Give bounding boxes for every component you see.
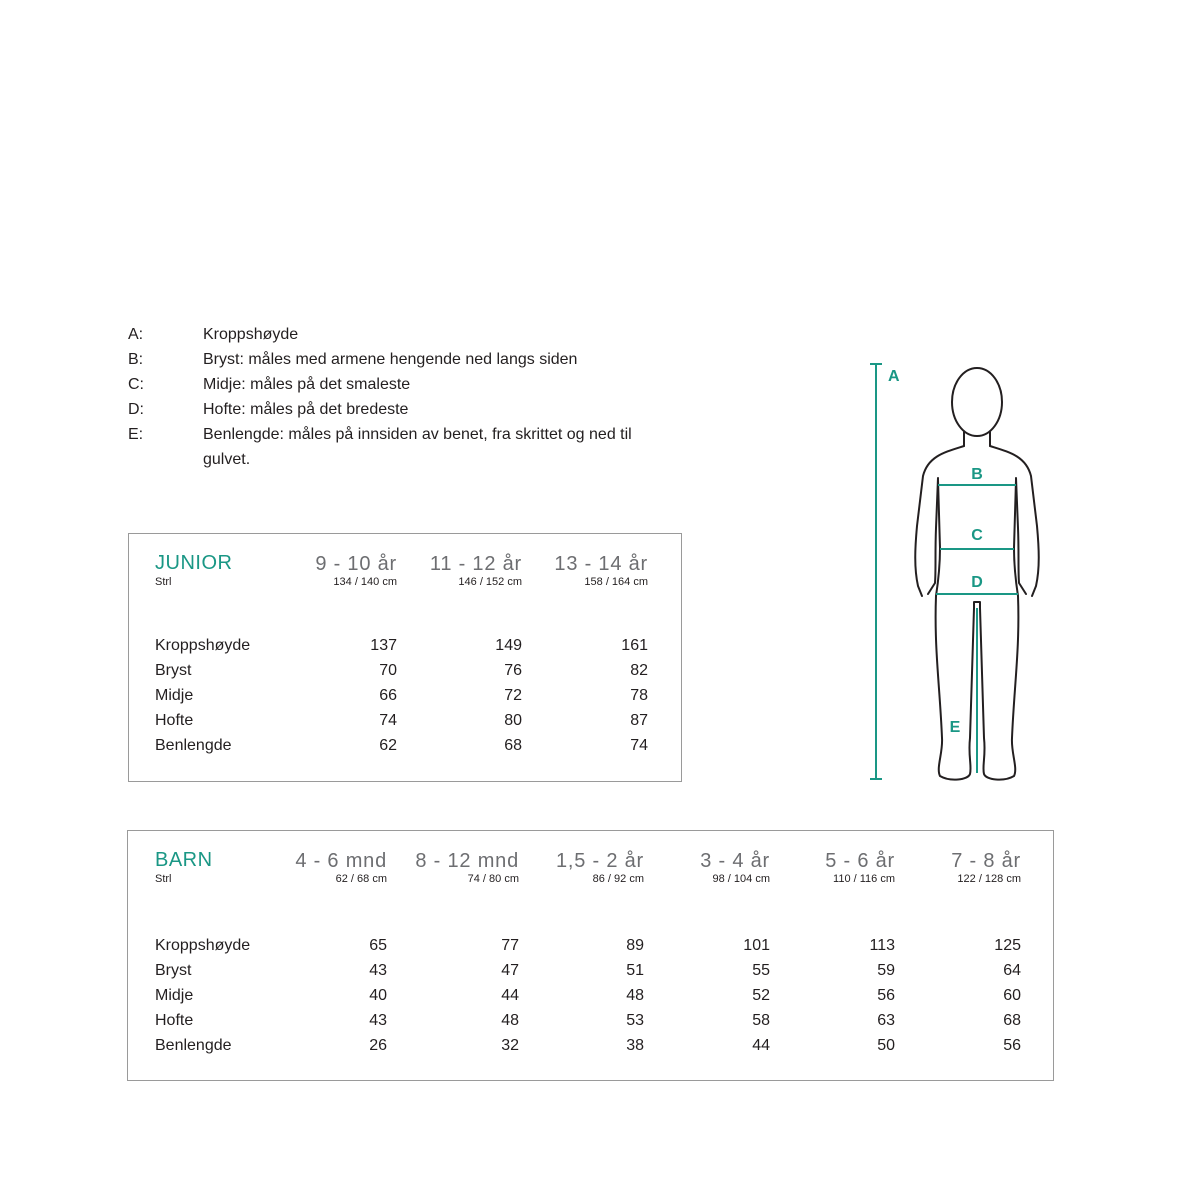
table-cell: 55 [752, 962, 770, 979]
column-age: 11 - 12 år [429, 553, 522, 575]
barn-column-header [415, 849, 519, 885]
column-size: 74 / 80 cm [467, 873, 519, 885]
table-cell: 65 [369, 937, 387, 954]
table-cell: 68 [1003, 1012, 1021, 1029]
table-cell: 48 [626, 987, 644, 1004]
column-age: 1,5 - 2 år [555, 850, 644, 872]
table-cell: 66 [379, 687, 397, 704]
table-cell: 161 [621, 637, 648, 654]
column-size: 98 / 104 cm [712, 873, 770, 885]
table-cell: 63 [877, 1012, 895, 1029]
table-cell: 113 [869, 937, 895, 954]
table-cell: 58 [752, 1012, 770, 1029]
row-label: Midje [155, 687, 194, 704]
table-cell: 44 [501, 987, 519, 1004]
legend-text: Kroppshøyde [203, 326, 299, 343]
table-cell: 72 [504, 687, 522, 704]
table-cell: 74 [379, 712, 397, 729]
legend-row-d [128, 397, 643, 422]
legend-text: Hofte: måles på det bredeste [203, 401, 409, 418]
barn-column-header [700, 849, 770, 885]
table-cell: 82 [630, 662, 648, 679]
barn-column-header [825, 849, 895, 885]
label-b: B [971, 466, 983, 483]
legend-row-a [128, 322, 643, 347]
table-cell: 80 [504, 712, 522, 729]
table-cell: 56 [877, 987, 895, 1004]
row-label: Bryst [155, 962, 192, 979]
table-cell: 51 [626, 962, 644, 979]
column-size: 86 / 92 cm [592, 873, 644, 885]
table-cell: 89 [626, 937, 644, 954]
table-cell: 125 [994, 937, 1021, 954]
label-a: A [888, 368, 900, 385]
barn-size-table [127, 830, 1054, 1081]
legend-row-b [128, 347, 643, 372]
junior-strl-label: Strl [155, 576, 172, 588]
table-cell: 52 [752, 987, 770, 1004]
table-cell: 78 [630, 687, 648, 704]
table-cell: 137 [370, 637, 397, 654]
table-cell: 32 [501, 1037, 519, 1054]
legend-key: E: [128, 426, 144, 443]
row-label: Bryst [155, 662, 192, 679]
legend-row-c [128, 372, 643, 397]
table-cell: 53 [626, 1012, 644, 1029]
table-cell: 26 [369, 1037, 387, 1054]
junior-title: JUNIOR [155, 552, 233, 574]
column-age: 13 - 14 år [554, 553, 648, 575]
row-label: Hofte [155, 712, 194, 729]
table-cell: 77 [501, 937, 519, 954]
column-size: 146 / 152 cm [458, 576, 522, 588]
column-age: 8 - 12 mnd [415, 850, 519, 872]
table-cell: 74 [630, 737, 648, 754]
child-body-measurement-icon [860, 358, 1050, 788]
table-cell: 56 [1003, 1037, 1021, 1054]
label-c: C [971, 527, 983, 544]
table-cell: 70 [379, 662, 397, 679]
legend-text: Bryst: måles med armene hengende ned langs siden [203, 351, 578, 368]
table-cell: 43 [369, 962, 387, 979]
legend-text: Benlengde: måles på innsiden av benet, fra skrittet og ned til gulvet. [203, 426, 632, 468]
column-age: 7 - 8 år [951, 850, 1021, 872]
column-age: 5 - 6 år [825, 850, 895, 872]
table-cell: 64 [1003, 962, 1021, 979]
table-cell: 38 [626, 1037, 644, 1054]
junior-size-table [128, 533, 682, 782]
table-cell: 68 [504, 737, 522, 754]
table-cell: 149 [495, 637, 522, 654]
junior-column-header [554, 552, 648, 588]
legend-text: Midje: måles på det smaleste [203, 376, 411, 393]
row-label: Benlengde [155, 737, 232, 754]
table-cell: 48 [501, 1012, 519, 1029]
junior-column-header [430, 552, 522, 588]
row-label: Benlengde [155, 1037, 232, 1054]
barn-title: BARN [155, 849, 213, 871]
body-figure-svg [860, 358, 1050, 788]
table-cell: 44 [752, 1037, 770, 1054]
row-label: Midje [155, 987, 194, 1004]
table-cell: 59 [877, 962, 895, 979]
column-size: 134 / 140 cm [333, 576, 397, 588]
legend-key: A: [128, 326, 144, 343]
row-label: Kroppshøyde [155, 937, 251, 954]
legend-key: B: [128, 351, 144, 368]
barn-strl-label: Strl [155, 873, 172, 885]
measurement-legend [128, 322, 643, 472]
table-cell: 60 [1003, 987, 1021, 1004]
column-age: 9 - 10 år [315, 553, 397, 575]
column-size: 110 / 116 cm [833, 873, 895, 885]
table-cell: 43 [369, 1012, 387, 1029]
column-size: 62 / 68 cm [335, 873, 387, 885]
table-cell: 62 [379, 737, 397, 754]
legend-row-e [128, 422, 643, 472]
table-cell: 76 [504, 662, 522, 679]
barn-column-header [951, 849, 1021, 885]
barn-column-header [295, 849, 387, 885]
column-age: 4 - 6 mnd [295, 850, 387, 872]
row-label: Kroppshøyde [155, 637, 251, 654]
barn-column-header [556, 849, 644, 885]
table-cell: 101 [743, 937, 770, 954]
legend-key: C: [128, 376, 144, 393]
junior-column-header [315, 552, 397, 588]
column-size: 122 / 128 cm [957, 873, 1021, 885]
table-cell: 87 [630, 712, 648, 729]
table-cell: 50 [877, 1037, 895, 1054]
row-label: Hofte [155, 1012, 194, 1029]
table-cell: 47 [501, 962, 519, 979]
label-e: E [949, 719, 961, 736]
table-cell: 40 [369, 987, 387, 1004]
legend-key: D: [128, 401, 144, 418]
column-size: 158 / 164 cm [584, 576, 648, 588]
column-age: 3 - 4 år [700, 850, 770, 872]
label-d: D [971, 574, 983, 591]
